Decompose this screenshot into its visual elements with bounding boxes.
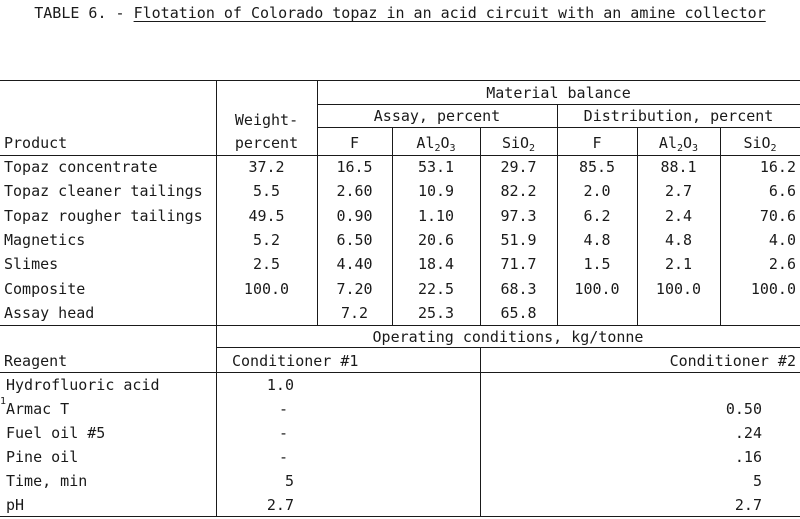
assay-al-cell: 1.10 (417, 207, 455, 225)
assay-al-cell: 20.6 (417, 231, 455, 249)
rule-under-material-balance (317, 104, 800, 105)
weight-cell: 100.0 (243, 280, 290, 298)
dist-si-cell: 16.2 (759, 158, 796, 176)
assay-si-cell: 51.9 (500, 231, 537, 249)
rule-under-assay-distribution (317, 127, 800, 128)
conditioner-1-cell: 5 (284, 472, 294, 490)
footnote-marker: 1 (0, 396, 7, 407)
product-name: Magnetics (4, 231, 86, 249)
reagent-name: pH (6, 496, 25, 514)
assay-f-header: F (349, 134, 360, 152)
reagent-header: Reagent (4, 352, 68, 370)
reagent-name: Pine oil (6, 448, 79, 466)
dist-si-cell: 2.6 (768, 255, 796, 273)
assay-si-cell: 68.3 (500, 280, 537, 298)
assay-f-cell: 7.2 (340, 304, 369, 322)
rule-bottom (0, 516, 800, 517)
conditioner-2-cell: .24 (734, 424, 762, 442)
assay-f-cell: 16.5 (336, 158, 373, 176)
distribution-header: Distribution, percent (583, 107, 774, 125)
conditioner-1-cell: - (278, 448, 288, 466)
dist-f-cell: 2.0 (583, 182, 611, 200)
product-name: Assay head (4, 304, 95, 322)
conditioner-2-cell: 5 (752, 472, 762, 490)
assay-sio2-header: SiO$_2$ (501, 134, 536, 154)
assay-al-cell: 10.9 (417, 182, 455, 200)
dist-si-cell: 100.0 (750, 280, 796, 298)
dist-al-cell: 100.0 (655, 280, 702, 298)
product-name: Composite (4, 280, 86, 298)
assay-al-cell: 53.1 (417, 158, 455, 176)
conditioner-2-cell: .16 (734, 448, 762, 466)
conditioner-1-cell: 1.0 (266, 376, 294, 394)
weight-cell: 5.5 (252, 182, 281, 200)
reagent-name: Fuel oil #5 (6, 424, 106, 442)
dist-si-cell: 70.6 (759, 207, 796, 225)
rule-under-operating-title (216, 347, 800, 348)
product-name: Topaz concentrate (4, 158, 158, 176)
dist-al-cell: 4.8 (664, 231, 693, 249)
dist-f-header: F (592, 134, 602, 152)
dist-al-cell: 88.1 (660, 158, 697, 176)
dist-si-cell: 4.0 (768, 231, 796, 249)
dist-al2o3-header: $Al_2O_3$ (658, 134, 699, 154)
assay-header: Assay, percent (373, 107, 501, 125)
table-title (0, 4, 800, 22)
dist-al-cell: 2.4 (664, 207, 693, 225)
assay-al-cell: 25.3 (417, 304, 455, 322)
table-title-text: Flotation of Colorado topaz in an acid circuit with an amine collector (133, 4, 766, 22)
dist-al-cell: 2.7 (664, 182, 693, 200)
dist-al-cell: 2.1 (664, 255, 693, 273)
dist-f-cell: 85.5 (578, 158, 616, 176)
weight-cell: 37.2 (248, 158, 285, 176)
conditioner-1-cell: - (278, 424, 288, 442)
reagent-name: Hydrofluoric acid (6, 376, 160, 394)
assay-f-cell: 4.40 (336, 255, 373, 273)
conditioner-2-cell: 2.7 (734, 496, 762, 514)
weight-header-line1: Weight- (234, 111, 299, 129)
conditioner-1-header: Conditioner #1 (232, 352, 359, 370)
assay-f-cell: 6.50 (336, 231, 373, 249)
assay-al2o3-header: $Al_2O_3$ (416, 134, 456, 154)
assay-f-cell: 2.60 (336, 182, 373, 200)
rule-under-header (0, 155, 800, 156)
assay-al-cell: 22.5 (417, 280, 455, 298)
dist-si-cell: 6.6 (768, 182, 796, 200)
assay-si-cell: 65.8 (500, 304, 537, 322)
dist-sio2-header: SiO$_2$ (743, 134, 777, 154)
assay-si-cell: 71.7 (500, 255, 537, 273)
weight-cell: 49.5 (248, 207, 285, 225)
rule-operating-top (0, 325, 800, 326)
weight-cell: 2.5 (252, 255, 281, 273)
conditioner-2-cell: 0.50 (725, 400, 762, 418)
assay-al-cell: 18.4 (417, 255, 455, 273)
reagent-name: Time, min (6, 472, 88, 490)
rule-under-reagent-header (0, 372, 800, 373)
dist-f-cell: 4.8 (583, 231, 611, 249)
rule-top (0, 80, 800, 81)
assay-f-cell: 0.90 (336, 207, 373, 225)
assay-f-cell: 7.20 (336, 280, 373, 298)
material-balance-header: Material balance (486, 84, 631, 102)
weight-header-line2: percent (234, 134, 299, 152)
conditioner-2-header: Conditioner #2 (669, 352, 796, 370)
product-name: Topaz rougher tailings (4, 207, 203, 225)
table-title-prefix: TABLE 6. - (34, 4, 134, 22)
weight-cell: 5.2 (252, 231, 281, 249)
assay-si-cell: 82.2 (500, 182, 537, 200)
dist-f-cell: 6.2 (583, 207, 611, 225)
operating-conditions-header: Operating conditions, kg/tonne (372, 328, 644, 346)
conditioner-1-cell: - (278, 400, 288, 418)
conditioner-1-cell: 2.7 (266, 496, 294, 514)
dist-f-cell: 1.5 (583, 255, 611, 273)
product-header: Product (4, 134, 68, 152)
assay-si-cell: 29.7 (500, 158, 537, 176)
product-name: Slimes (4, 255, 59, 273)
dist-f-cell: 100.0 (574, 280, 620, 298)
reagent-name: Armac T (6, 400, 70, 418)
assay-si-cell: 97.3 (500, 207, 537, 225)
product-name: Topaz cleaner tailings (4, 182, 203, 200)
